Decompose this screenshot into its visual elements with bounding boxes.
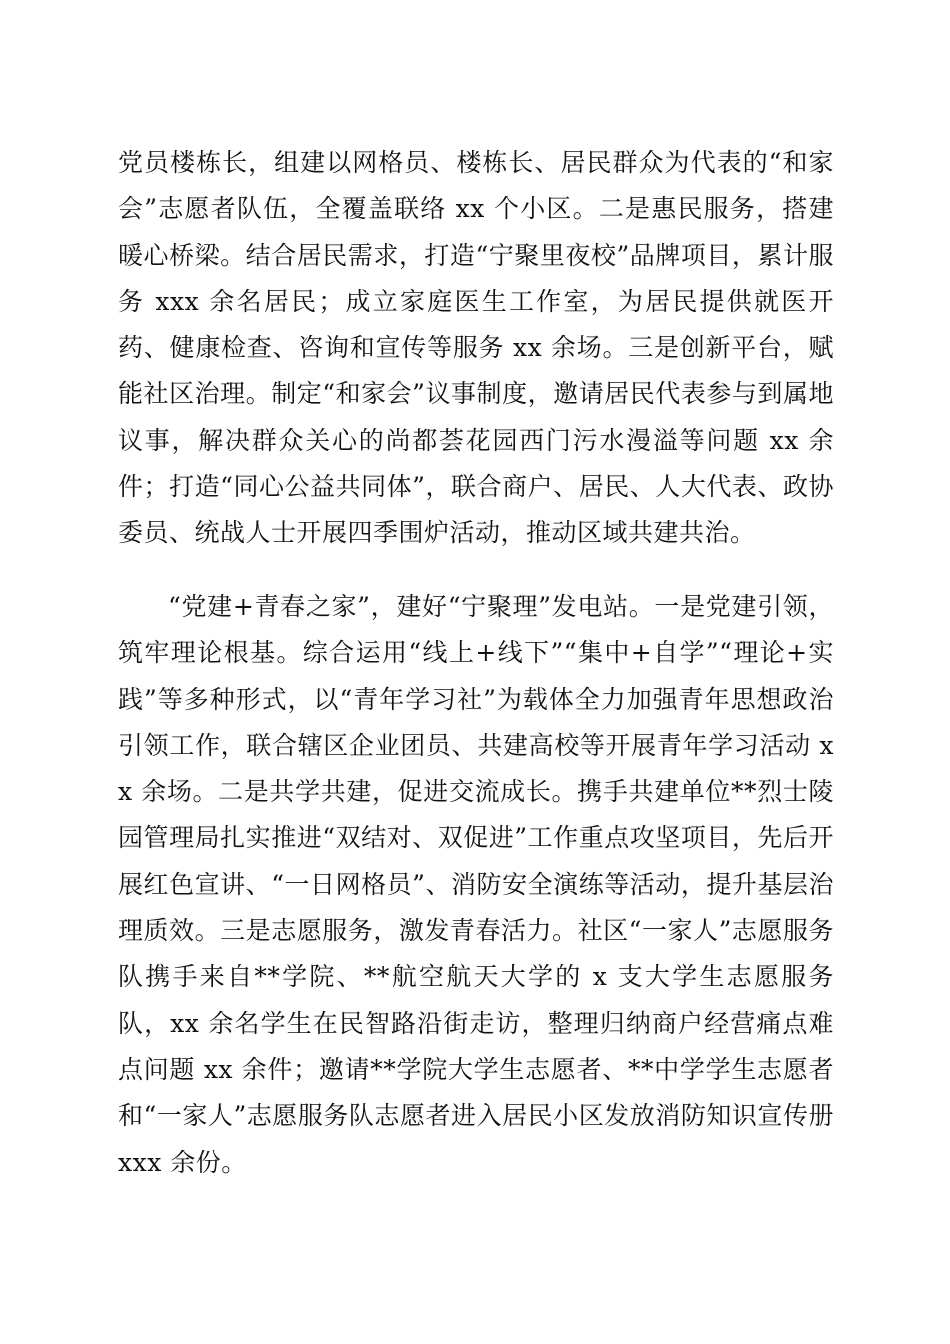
body-paragraph-1: 党员楼栋长，组建以网格员、楼栋长、居民群众为代表的“和家会”志愿者队伍，全覆盖联络 xx 个小区。二是惠民服务，搭建暖心桥梁。结合居民需求，打造“宁聚里夜校”品牌项目，累计服务 xxx 余名居民；成立家庭医生工作室，为居民提供就医开药、健康检查、咨询和宣传等服务 xx 余场。三是创新平台，赋能社区治理。制定“和家会”议事制度，邀请居民代表参与到属地议事，解决群众关心的尚都荟花园西门污水漫溢等问题 xx 余件；打造“同心公益共同体”，联合商户、居民、人大代表、政协委员、统战人士开展四季围炉活动，推动区域共建共治。 <box>118 148 834 548</box>
body-paragraph-2: “党建+青春之家”，建好“宁聚理”发电站。一是党建引领，筑牢理论根基。综合运用“线上+线下”“集中+自学”“理论+实践”等多种形式，以“青年学习社”为载体全力加强青年思想政治引领工作，联合辖区企业团员、共建高校等开展青年学习活动 xx 余场。二是共学共建，促进交流成长。携手共建单位**烈士陵园管理局扎实推进“双结对、双促进”工作重点攻坚项目，先后开展红色宣讲、“一日网格员”、消防安全演练等活动，提升基层治理质效。三是志愿服务，激发青春活力。社区“一家人”志愿服务队携手来自**学院、**航空航天大学的 x 支大学生志愿服务队，xx 余名学生在民智路沿街走访，整理归纳商户经营痛点难点问题 xx 余件；邀请**学院大学生志愿者、**中学学生志愿者和“一家人”志愿服务队志愿者进入居民小区发放消防知识宣传册 xxx 余份。 <box>118 592 834 1177</box>
